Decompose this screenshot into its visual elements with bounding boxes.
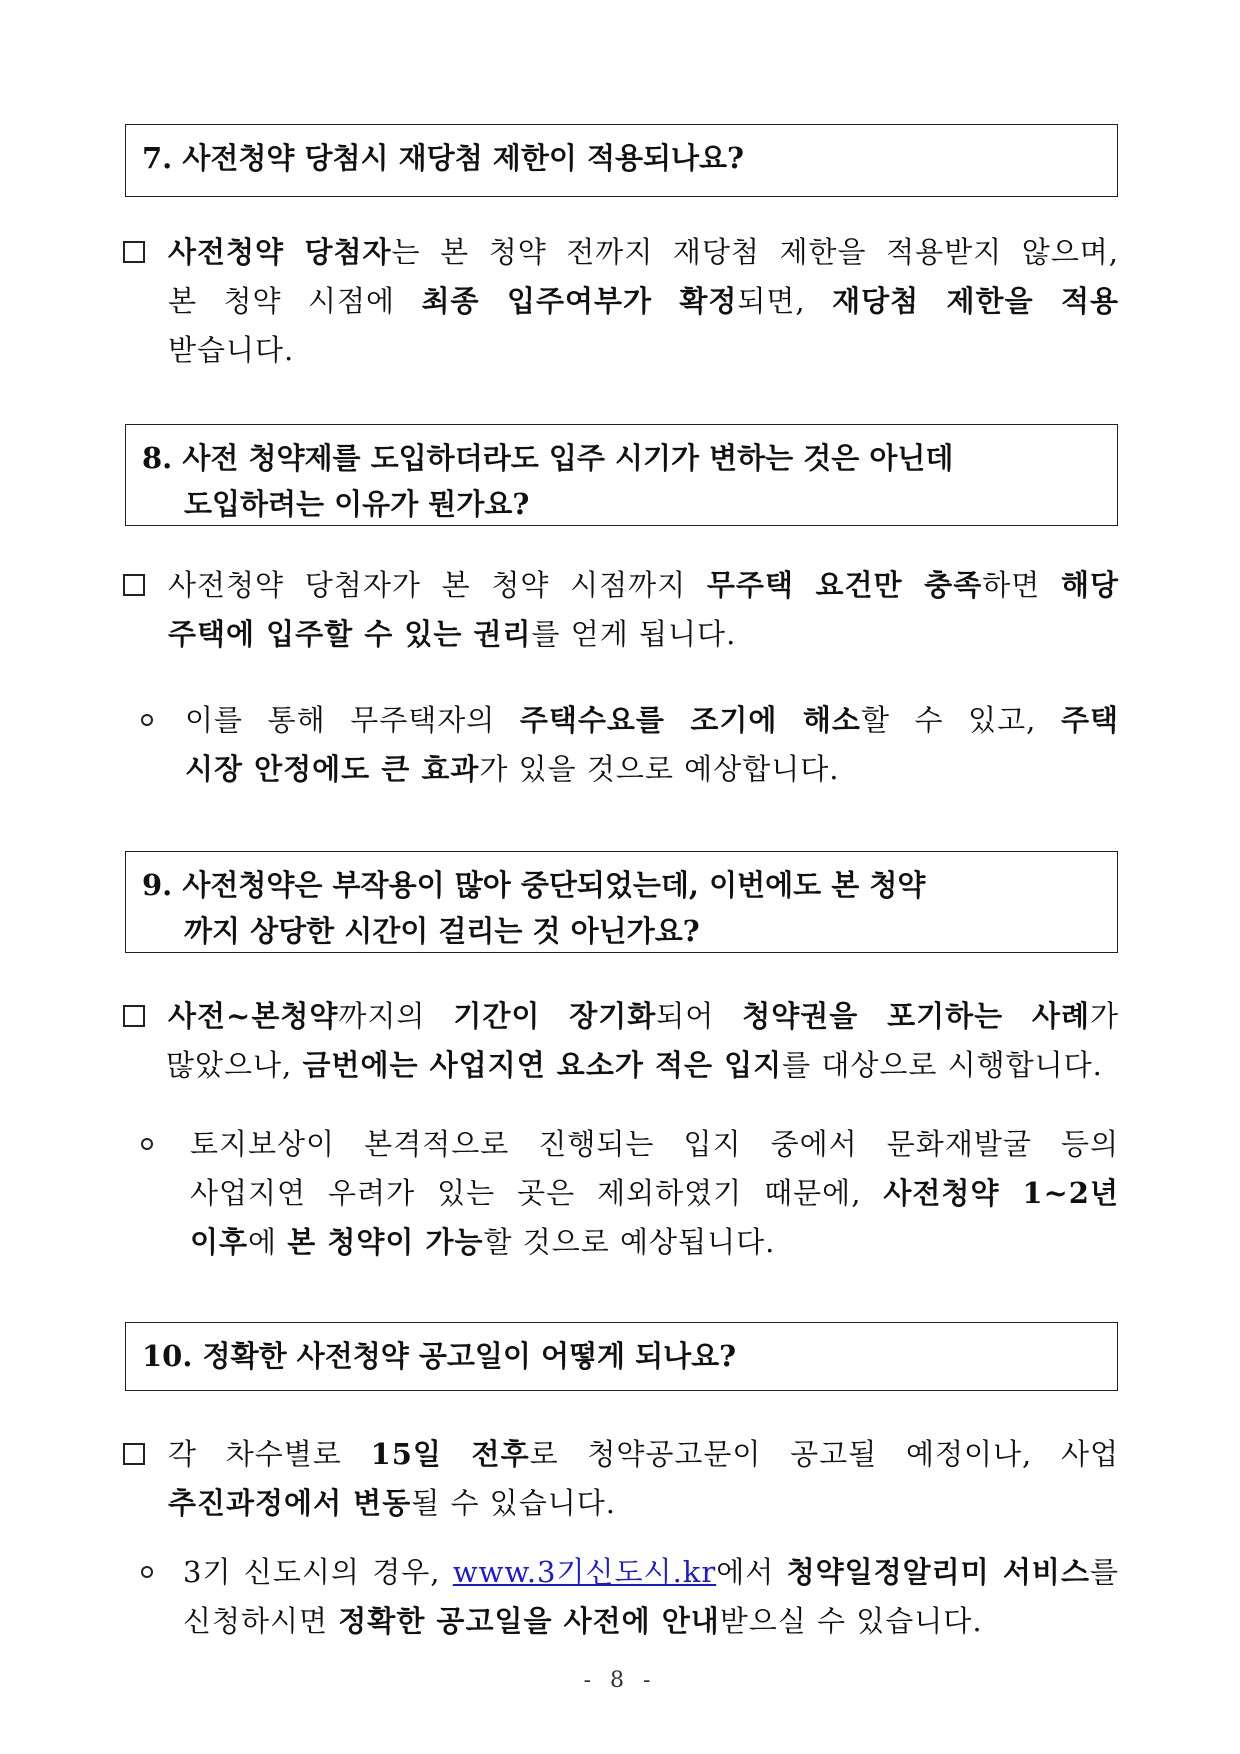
sub-answer-9: 토지보상이 본격적으로 진행되는 입지 중에서 문화재발굴 등의 사업지연 우려가 있는 곳은 제외하였기 때문에, 사전청약 1~2년 이후에 본 청약이 가능할 것으로 예상됩니다. (190, 1127, 1119, 1259)
question-10-box (125, 1322, 1118, 1391)
answer-8: 사전청약 당첨자가 본 청약 시점까지 무주택 요건만 충족하면 해당 주택에 입주할 수 있는 권리를 얻게 됩니다. (168, 568, 1119, 651)
square-bullet-icon (123, 574, 145, 596)
question-10-text: 10. 정확한 사전청약 공고일이 어떻게 되나요? (142, 1339, 737, 1373)
question-8-box (125, 424, 1118, 526)
question-7-text: 7. 사전청약 당첨시 재당첨 제한이 적용되나요? (142, 141, 745, 175)
page-number: - 8 - (583, 1668, 657, 1693)
square-bullet-icon (123, 241, 145, 263)
new-city-website-link[interactable]: www.3기신도시.kr (452, 1555, 717, 1589)
question-7-box (125, 124, 1118, 197)
sub-answer-8: 이를 통해 무주택자의 주택수요를 조기에 해소할 수 있고, 주택 시장 안정에도 큰 효과가 있을 것으로 예상합니다. (185, 703, 1119, 786)
answer-10: 각 차수별로 15일 전후로 청약공고문이 공고될 예정이나, 사업 추진과정에서 변동될 수 있습니다. (168, 1437, 1119, 1520)
answer-7: 사전청약 당첨자는 본 청약 전까지 재당첨 제한을 적용받지 않으며, 본 청약 시점에 최종 입주여부가 확정되면, 재당첨 제한을 적용 받습니다. (168, 235, 1119, 367)
sub-answer-10: 3기 신도시의 경우, www.3기신도시.kr에서 청약일정알리미 서비스를 신청하시면 정확한 공고일을 사전에 안내받으실 수 있습니다. (183, 1555, 1119, 1638)
square-bullet-icon (123, 1443, 145, 1465)
circle-bullet-icon (141, 1138, 153, 1150)
question-9-line1: 9. 사전청약은 부작용이 많아 중단되었는데, 이번에도 본 청약 (142, 868, 926, 902)
question-8-line1: 8. 사전 청약제를 도입하더라도 입주 시기가 변하는 것은 아닌데 (142, 441, 954, 475)
question-9-line2: 까지 상당한 시간이 걸리는 것 아닌가요? (184, 914, 700, 948)
circle-bullet-icon (141, 1566, 153, 1578)
answer-9: 사전~본청약까지의 기간이 장기화되어 청약권을 포기하는 사례가 많았으나, 금번에는 사업지연 요소가 적은 입지를 대상으로 시행합니다. (166, 999, 1120, 1082)
circle-bullet-icon (141, 714, 153, 726)
question-9-box (125, 851, 1118, 953)
question-8-line2: 도입하려는 이유가 뭔가요? (184, 487, 530, 521)
square-bullet-icon (123, 1005, 145, 1027)
